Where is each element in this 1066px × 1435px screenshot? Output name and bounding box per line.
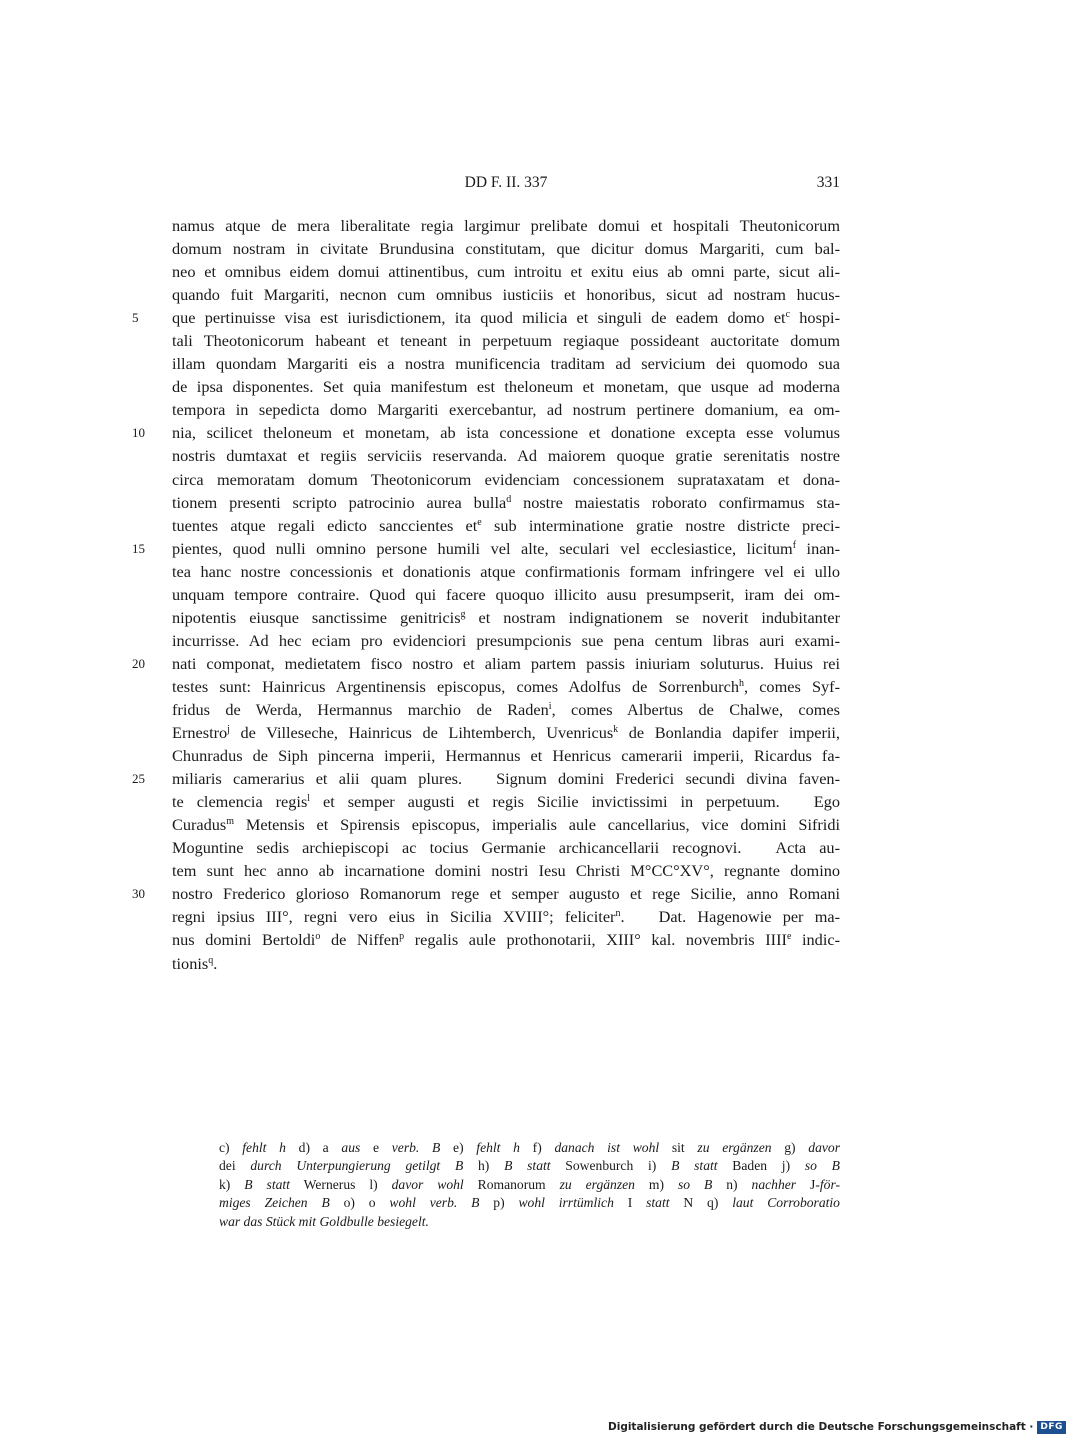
footnote-marker: c	[785, 309, 791, 321]
text-line: 5 que pertinuisse visa est iurisdictionem, ita quod milicia et singuli de eadem domo $et^c$ hospi-	[172, 306, 840, 329]
note-italic: nachher	[751, 1176, 797, 1192]
note-line: dei durch Unterpungierung getilgt B h) B statt Sowenburch i) B statt Baden j) so B	[219, 1158, 840, 1174]
line-number: 25	[132, 771, 145, 787]
text-line: tempora in sepedicta domo Margariti exercebantur, ad nostrum pertinere domanium, ea om-	[172, 400, 840, 420]
footnote-marker: n	[615, 908, 621, 920]
text-line: tuentes atque regali edicto sanccientes $et^e$ sub interminatione gratie nostre districte preci-	[172, 515, 840, 535]
footnote-marker: m	[226, 816, 235, 828]
footnote-marker: i	[548, 700, 552, 712]
text-line: 25 miliaris camerarius et alii quam plures. Signum domini Frederici secundi divina faven-	[172, 767, 840, 790]
note-italic: zu ergänzen	[697, 1140, 772, 1155]
running-title: DD F. II. 337	[464, 174, 548, 191]
funding-credit-text: Digitalisierung gefördert durch die Deutsche Forschungsgemeinschaft ·	[608, 1421, 1034, 1433]
text-line: te clemencia regis$^l$ et semper augusti et regis Sicilie invictissimi in perpetuum. Ego	[172, 792, 840, 812]
text-line: circa memoratam domum Theotonicorum evidenciam concessionem suprataxatam et dona-	[172, 469, 840, 489]
text-line: quando fuit Margariti, necnon cum omnibus iusticiis et honoribus, sicut ad nostram hucus-	[172, 285, 840, 305]
text-line: domum nostram in civitate Brundusina constitutam, que dicitur domus Margariti, cum bal-	[172, 239, 840, 259]
text-line: tionis$^q$.	[172, 953, 218, 973]
page-number: 331	[816, 174, 840, 191]
note-italic: davor wohl	[391, 1176, 464, 1192]
note-line: c) fehlt h d) a aus e verb. B e) fehlt h f) danach ist wohl sit zu ergänzen g) davor	[219, 1140, 840, 1155]
text-line: de ipsa disponentes. Set quia manifestum est theloneum et monetam, que usque ad moderna	[172, 377, 840, 397]
text-line: Chunradus de Siph pincerna imperii, Hermannus et Henricus camerarii imperii, Ricardus fa-	[172, 746, 840, 766]
running-head	[172, 172, 840, 194]
critical-apparatus	[219, 1139, 840, 1231]
note-line: k) B statt Wernerus l) davor wohl Romanorum zu ergänzen m) so B n) nachher J-för-	[219, 1176, 840, 1192]
note-line	[219, 1213, 840, 1231]
line-number: 10	[132, 425, 145, 441]
text-line: nus domini Bertoldi$^o$ de Niffen$^p$ regalis aule prothonotarii, XIII° kal. novembris IIIIe indic-	[172, 930, 840, 950]
text-line: fridus de Werda, Hermannus marchio de Raden$^i$, comes Albertus de Chalwe, comes	[172, 699, 840, 719]
text-line: 10 nia, scilicet theloneum et monetam, ab ista concessione et donatione excepta esse volumus	[172, 421, 840, 444]
text-line: namus atque de mera liberalitate regia largimur prelibate domui et hospitali Theutonicorum	[172, 216, 840, 235]
note-italic: B statt	[671, 1158, 718, 1174]
line-number: 15	[132, 540, 145, 556]
text-line: Curadus$^m$ Metensis et Spirensis episcopus, imperialis aule cancellarius, vice domini Sifridi	[172, 815, 840, 835]
text-line: illam quondam Margariti eis a nostra munificencia traditam ad servicium dei quomodo sua	[172, 354, 840, 374]
note-italic: verb. B	[391, 1140, 441, 1155]
note-italic: so B	[677, 1176, 713, 1192]
text-line: tem sunt hec anno ab incarnatione domini nostri Iesu Christi M°CC°XV°, regnante domino	[172, 861, 840, 881]
line-number: 5	[132, 310, 139, 326]
note-italic: B statt	[504, 1158, 551, 1174]
note-italic: wohl irrtümlich	[518, 1195, 614, 1211]
note-italic: statt	[646, 1195, 670, 1211]
footnote-marker: h	[738, 677, 744, 689]
document-body	[132, 214, 841, 975]
text-line: nipotentis eiusque sanctissime genitricis$^g$ et nostram indignationem se noverit indubitanter	[172, 607, 840, 627]
note-italic: fehlt h	[476, 1140, 520, 1155]
footnote-marker: k	[613, 724, 619, 736]
line-number: 20	[132, 655, 145, 671]
line-number: 30	[132, 886, 145, 902]
footnote-marker: j	[227, 724, 230, 736]
funding-credit	[608, 1421, 1066, 1434]
footnote-marker: f	[792, 539, 797, 551]
dfg-logo: DFG	[1037, 1421, 1066, 1434]
note-italic: aus	[341, 1140, 361, 1155]
footnote-marker: q	[208, 954, 214, 966]
text-line: 20 nati componat, medietatem fisco nostro et aliam partem passis iniuriam soluturus. Huius rei	[172, 652, 840, 675]
note-italic: fehlt h	[242, 1140, 286, 1155]
note-italic: wohl verb. B	[389, 1195, 480, 1211]
text-line: incurrisse. Ad hec eciam pro evidenciori presumpcionis sue pena centum libras auri exami-	[172, 630, 840, 650]
text-line: Ernestro$^j$ de Villeseche, Hainricus de Lihtemberch, Uvenricus$^k$ de Bonlandia dapifer imperii,	[172, 723, 841, 743]
text-line: 30 nostro Frederico glorioso Romanorum rege et semper augusto et rege Sicilie, anno Romani	[172, 882, 840, 905]
note-italic: durch Unterpungierung getilgt B	[250, 1158, 464, 1174]
note-italic: danach ist wohl	[554, 1140, 660, 1155]
note-italic: för-	[819, 1176, 840, 1192]
text-line: neo et omnibus eidem domui attinentibus, cum introitu et exitu eius ab omni parte, sicut ali-	[172, 262, 840, 282]
note-italic: davor	[808, 1140, 840, 1155]
note-line: miges Zeichen B o) o wohl verb. B p) wohl irrtümlich I statt N q) laut Corroboratio	[219, 1195, 840, 1211]
note-italic: miges Zeichen B	[219, 1195, 330, 1211]
text-line: regni ipsius III°, regni vero eius in Sicilia XVIII°; feliciter$^n$. Dat. Hagenowie per ma-	[172, 907, 841, 927]
footnote-marker: p	[399, 931, 405, 943]
footnote-marker: l	[307, 793, 311, 805]
note-italic: so B	[804, 1158, 840, 1174]
footnote-marker: e	[477, 516, 482, 528]
text-line: testes sunt: Hainricus Argentinensis episcopus, comes Adolfus de Sorrenburch$^h$, comes Syf-	[172, 676, 840, 696]
note-italic: war das Stück mit Goldbulle besiegelt.	[219, 1213, 429, 1229]
text-line: nostris dumtaxat et regiis serviciis reservanda. Ad maiorem quoque gratie serenitatis nostre	[172, 446, 840, 466]
text-line: Moguntine sedis archiepiscopi ac tocius Germanie archicancellarii recognovi. Acta au-	[172, 838, 840, 858]
note-italic: B statt	[244, 1176, 290, 1192]
footnote-marker: e	[786, 931, 792, 943]
note-italic: zu ergänzen	[559, 1176, 635, 1192]
text-line: 15 pientes, quod nulli omnino persone humili vel alte, seculari vel ecclesiastice, licitum$^f$ inan-	[172, 537, 840, 560]
footnote-marker: o	[315, 931, 321, 943]
text-line: tea hanc nostre concessionis et donationis atque confirmationis formam infringere vel ei ullo	[172, 561, 840, 581]
text-line: tali Theotonicorum habeant et teneant in perpetuum regiaque possideant auctoritate domum	[172, 331, 840, 351]
text-line: unquam tempore contraire. Quod qui facere quoquo illicito ausu presumpserit, iram dei om-	[172, 584, 840, 604]
footnote-marker: d	[506, 493, 512, 505]
note-italic: laut Corroboratio	[732, 1195, 840, 1211]
text-line: tionem presenti scripto patrocinio aurea bulla$^d$ nostre maiestatis roborato confirmamus sta-	[172, 492, 840, 512]
footnote-marker: g	[460, 608, 466, 620]
